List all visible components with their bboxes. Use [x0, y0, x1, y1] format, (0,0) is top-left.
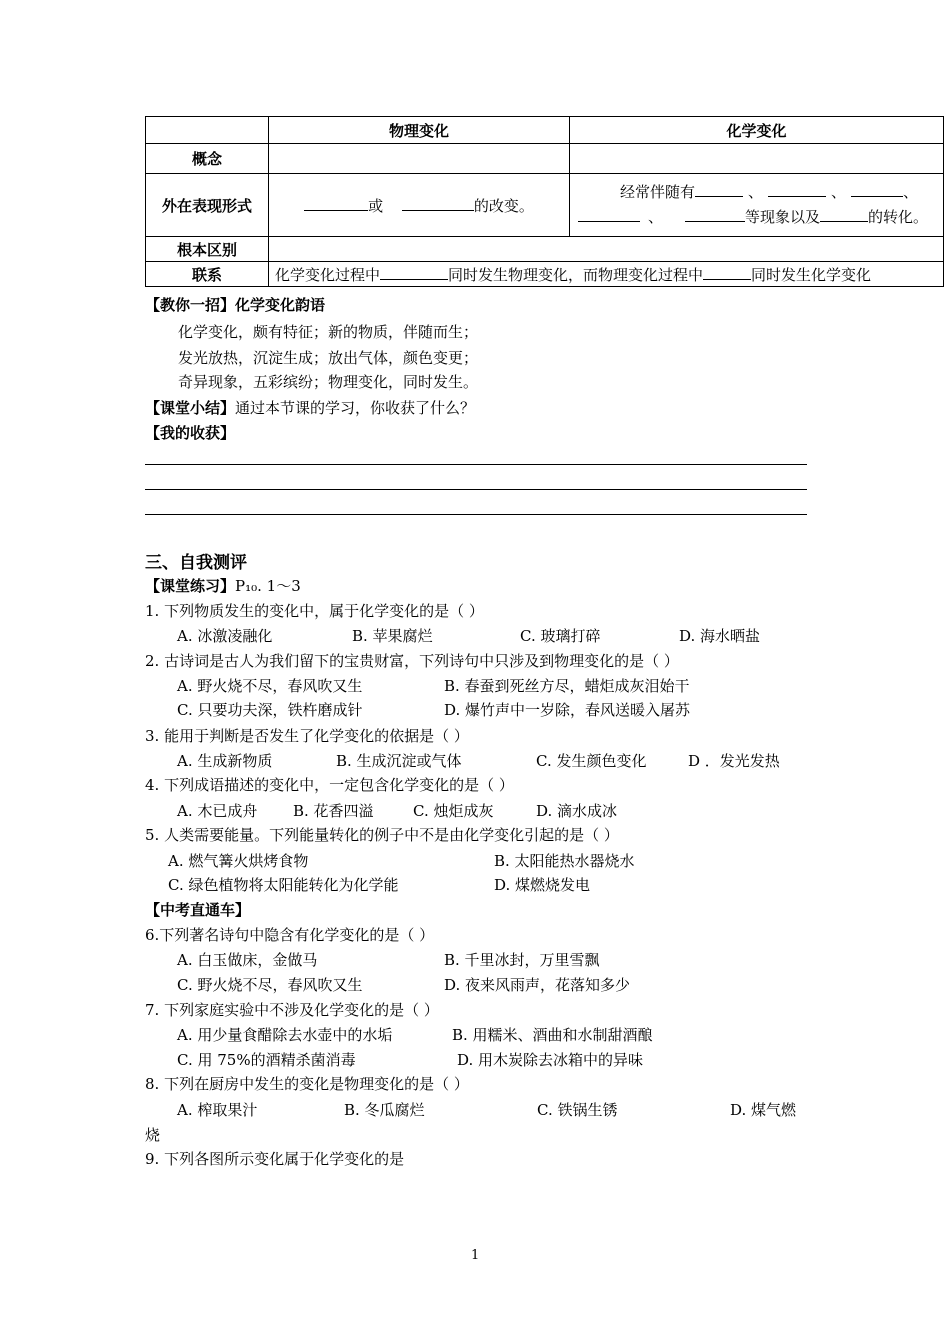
q3-option-b: B. 生成沉淀或气体	[336, 752, 462, 770]
header-chemical: 化学变化	[570, 117, 944, 144]
writing-line-3	[145, 514, 807, 515]
q6-option-d: D. 夜来风雨声，花落知多少	[444, 976, 631, 994]
q2-option-b: B. 春蚕到死丝方尽，蜡炬成灰泪始干	[444, 677, 690, 695]
q7-option-d: D. 用木炭除去冰箱中的异味	[457, 1051, 644, 1069]
tip-line-3: 奇异现象，五彩缤纷；物理变化，同时发生。	[178, 373, 479, 391]
q8-option-b: B. 冬瓜腐烂	[344, 1101, 425, 1119]
question-4-stem: 4. 下列成语描述的变化中，一定包含化学变化的是（ ）	[145, 776, 514, 794]
q1-option-a: A. 冰激凌融化	[177, 627, 273, 645]
q5-option-b: B. 太阳能热水器烧水	[494, 852, 635, 870]
q7-option-b: B. 用糯米、酒曲和水制甜酒酿	[452, 1026, 653, 1044]
q4-option-b: B. 花香四溢	[293, 802, 374, 820]
gain-heading: 【我的收获】	[145, 424, 236, 442]
q7-option-a: A. 用少量食醋除去水壶中的水垢	[177, 1026, 393, 1044]
section-title: 三、自我测评	[145, 553, 247, 573]
question-6-stem: 6.下列著名诗句中隐含有化学变化的是（ ）	[145, 926, 435, 944]
q4-option-c: C. 烛炬成灰	[413, 802, 494, 820]
q2-option-c: C. 只要功夫深，铁杵磨成针	[177, 701, 363, 719]
q5-option-c: C. 绿色植物将太阳能转化为化学能	[168, 876, 399, 894]
question-2-stem: 2. 古诗词是古人为我们留下的宝贵财富，下列诗句中只涉及到物理变化的是（ ）	[145, 652, 679, 670]
diff-cell	[269, 237, 944, 262]
q5-option-a: A. 燃气篝火烘烤食物	[168, 852, 309, 870]
q3-option-d: D ．发光发热	[688, 752, 780, 770]
summary-line: 【课堂小结】通过本节课的学习，你收获了什么？	[145, 399, 476, 417]
comparison-table	[145, 116, 944, 287]
writing-line-1	[145, 464, 807, 465]
concept-physical-cell	[269, 144, 570, 174]
row-label-concept: 概念	[146, 144, 269, 174]
q5-option-d: D. 煤燃烧发电	[494, 876, 591, 894]
question-1-stem: 1. 下列物质发生的变化中，属于化学变化的是（ ）	[145, 602, 484, 620]
form-chemical-cell: 经常伴随有 、 、 、 、 等现象以及 的转化。	[570, 174, 944, 237]
practice-heading: 【课堂练习】P₁₀. 1～3	[145, 577, 301, 595]
q1-option-d: D. 海水晒盐	[679, 627, 761, 645]
writing-line-2	[145, 489, 807, 490]
q4-option-d: D. 滴水成冰	[536, 802, 618, 820]
link-cell: 化学变化过程中 同时发生物理变化，而物理变化过程中 同时发生化学变化	[269, 262, 944, 287]
q6-option-b: B. 千里冰封，万里雪飘	[444, 951, 600, 969]
question-3-stem: 3. 能用于判断是否发生了化学变化的依据是（ ）	[145, 727, 469, 745]
q7-option-c: C. 用 75%的酒精杀菌消毒	[177, 1051, 356, 1069]
concept-chemical-cell	[570, 144, 944, 174]
row-label-link: 联系	[146, 262, 269, 287]
q6-option-c: C. 野火烧不尽，春风吹又生	[177, 976, 363, 994]
q8-option-a: A. 榨取果汁	[177, 1101, 258, 1119]
question-7-stem: 7. 下列家庭实验中不涉及化学变化的是（ ）	[145, 1001, 439, 1019]
exam-heading: 【中考直通车】	[145, 901, 251, 919]
q8-wrap-text: 烧	[145, 1126, 161, 1144]
form-physical-cell: 或 的改变。	[269, 174, 570, 237]
question-5-stem: 5. 人类需要能量。下列能量转化的例子中不是由化学变化引起的是（ ）	[145, 826, 619, 844]
q3-option-c: C. 发生颜色变化	[536, 752, 647, 770]
header-physical: 物理变化	[269, 117, 570, 144]
row-label-diff: 根本区别	[146, 237, 269, 262]
q2-option-a: A. 野火烧不尽，春风吹又生	[177, 677, 363, 695]
q1-option-b: B. 苹果腐烂	[352, 627, 433, 645]
question-8-stem: 8. 下列在厨房中发生的变化是物理变化的是（ ）	[145, 1075, 469, 1093]
q2-option-d: D. 爆竹声中一岁除，春风送暖入屠苏	[444, 701, 691, 719]
tip-line-2: 发光放热，沉淀生成；放出气体，颜色变更；	[178, 349, 479, 367]
row-label-form: 外在表现形式	[146, 174, 269, 237]
q4-option-a: A. 木已成舟	[177, 802, 258, 820]
q3-option-a: A. 生成新物质	[177, 752, 273, 770]
q8-option-d: D. 煤气燃	[730, 1101, 797, 1119]
q8-option-c: C. 铁锅生锈	[537, 1101, 618, 1119]
question-9-stem: 9. 下列各图所示变化属于化学变化的是	[145, 1150, 405, 1168]
tip-line-1: 化学变化，颇有特征；新的物质，伴随而生；	[178, 323, 479, 341]
tip-heading: 【教你一招】化学变化韵语	[145, 296, 326, 314]
table-corner-cell	[146, 117, 269, 144]
q6-option-a: A. 白玉做床，金做马	[177, 951, 318, 969]
page-number: 1	[471, 1248, 480, 1263]
q1-option-c: C. 玻璃打碎	[520, 627, 601, 645]
